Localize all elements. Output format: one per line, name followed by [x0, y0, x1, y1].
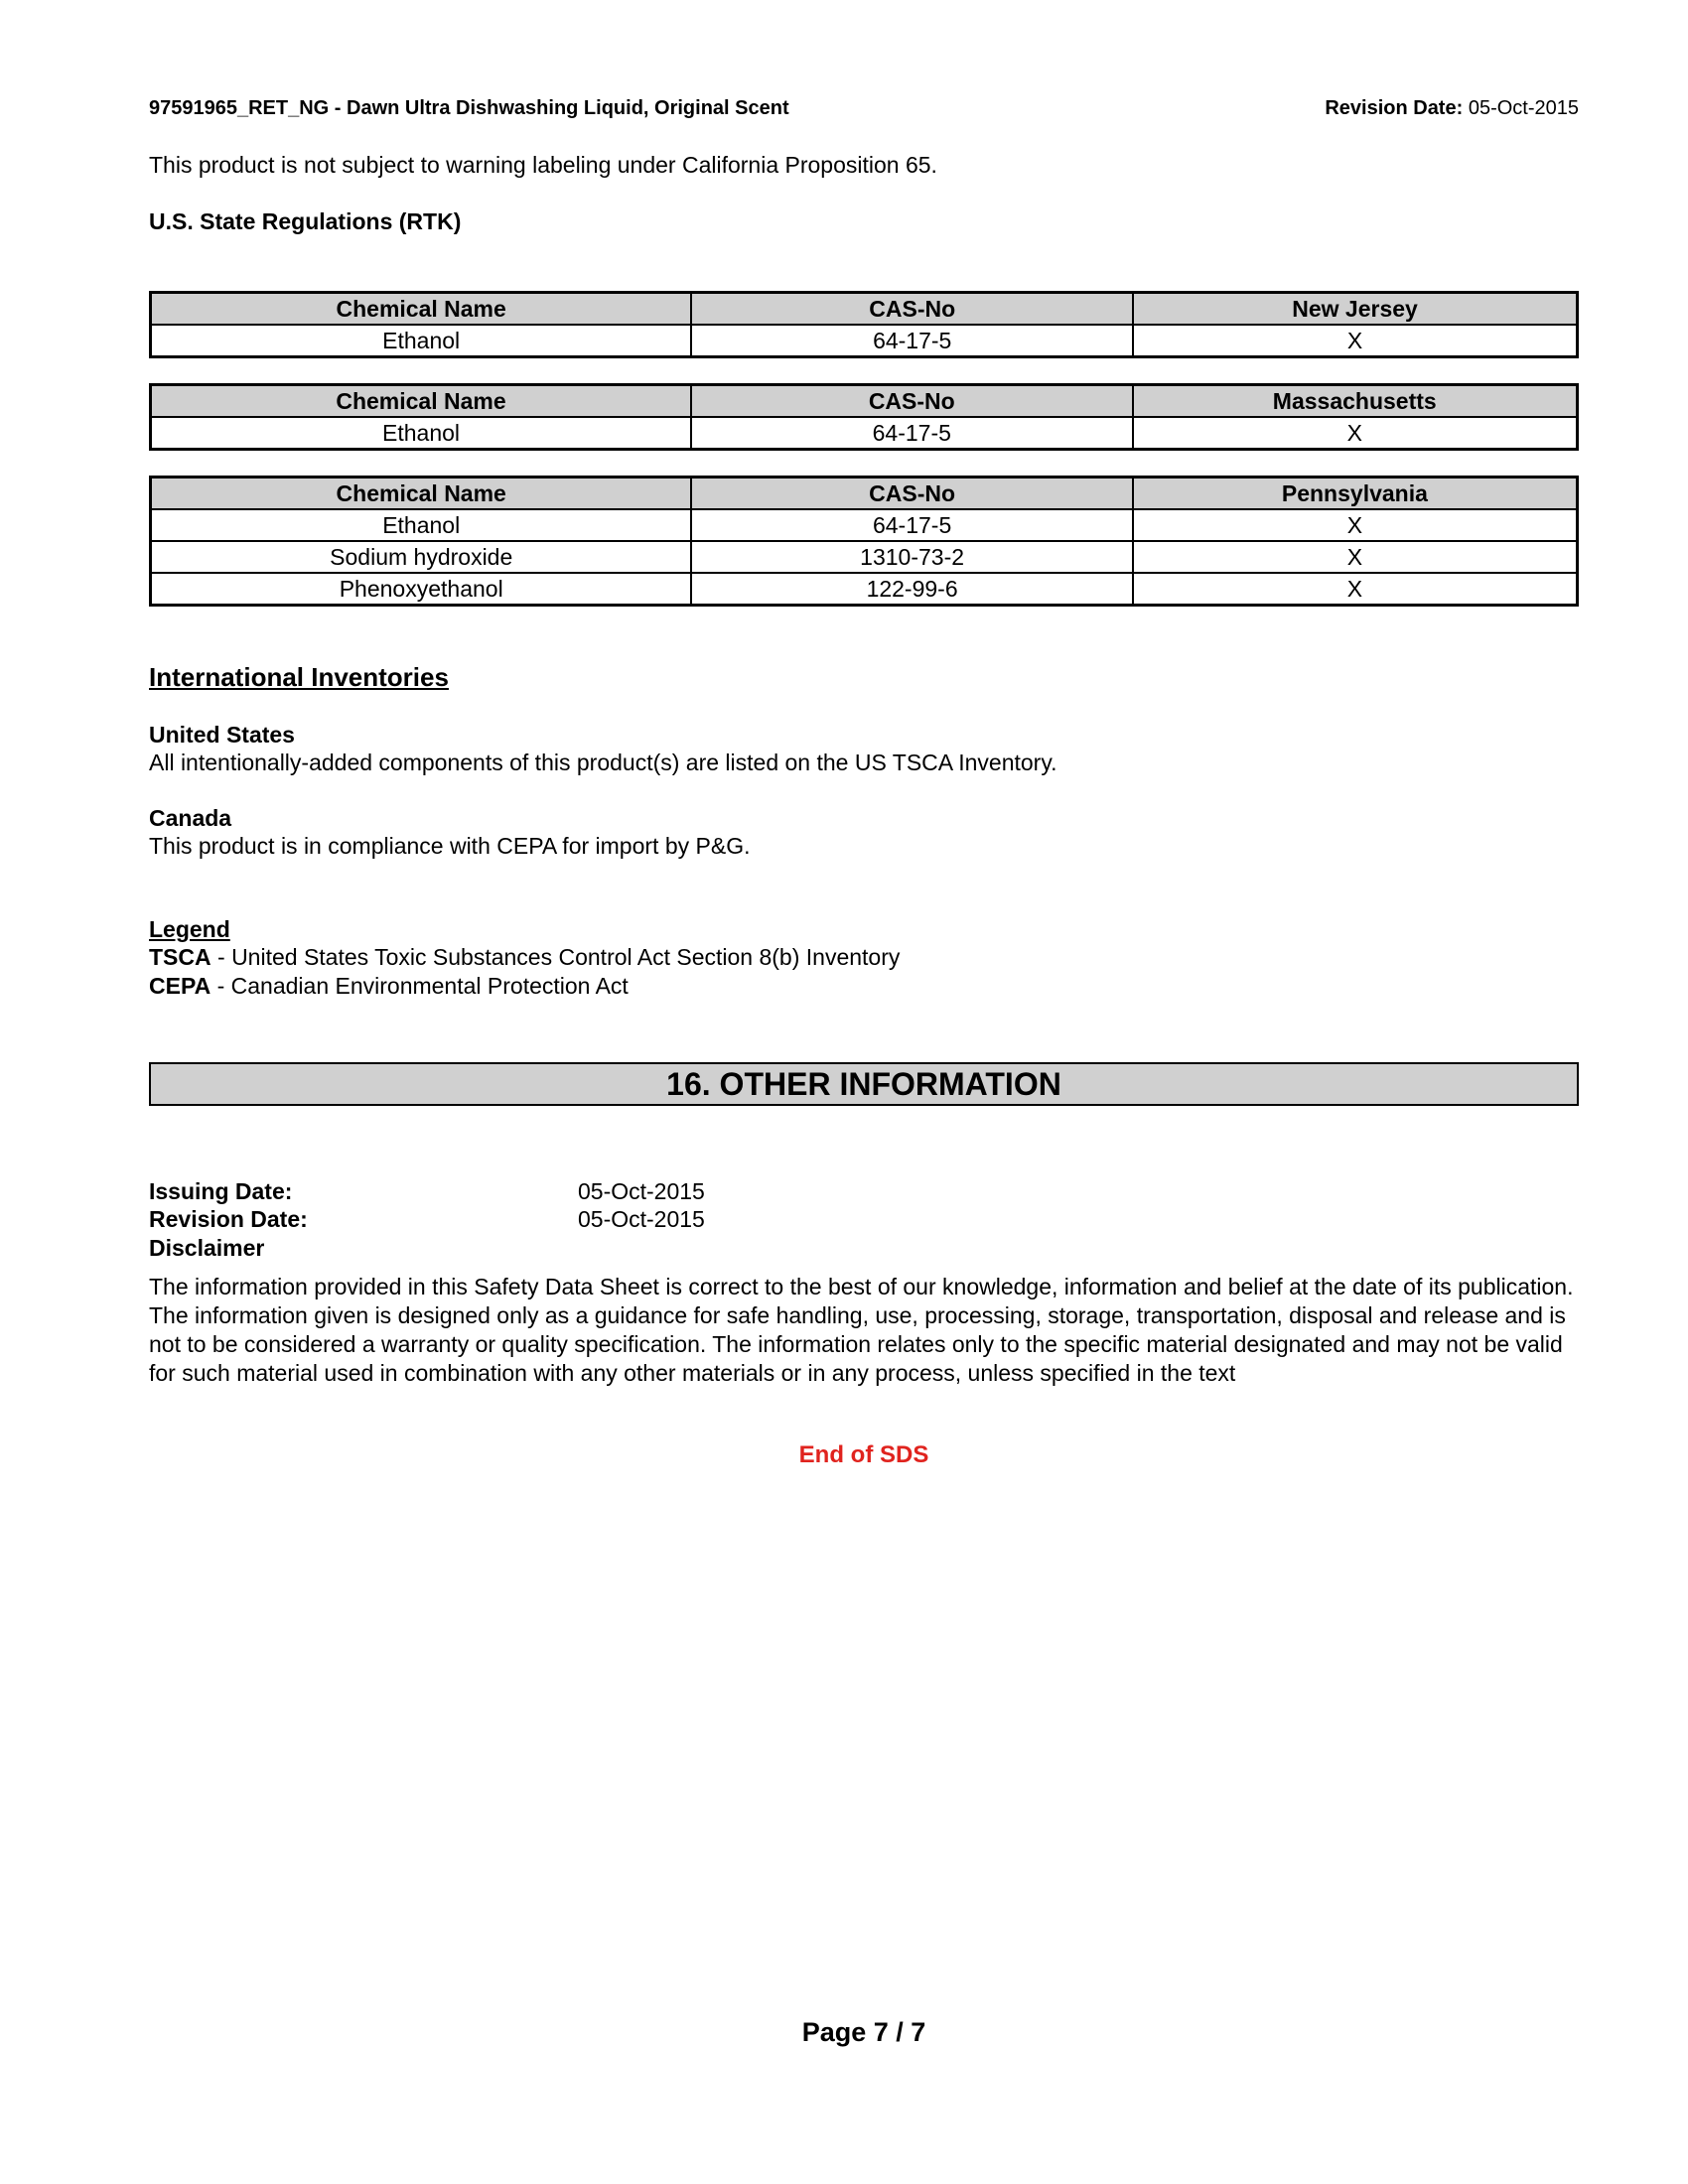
table-cell: Phenoxyethanol — [151, 573, 692, 606]
page-header — [149, 97, 1579, 127]
issuing-date-value: 05-Oct-2015 — [578, 1178, 705, 1204]
column-header: CAS-No — [691, 385, 1133, 418]
issuing-date-label: Issuing Date: — [149, 1178, 293, 1204]
rtk-table-pennsylvania — [149, 476, 1579, 607]
column-header: Chemical Name — [151, 385, 692, 418]
column-header: CAS-No — [691, 478, 1132, 510]
revision-date-value: 05-Oct-2015 — [578, 1206, 705, 1232]
section-16-header: 16. OTHER INFORMATION — [149, 1062, 1579, 1106]
table-cell: X — [1133, 417, 1578, 450]
legend-title: Legend — [149, 916, 230, 942]
table-cell: Ethanol — [151, 417, 692, 450]
united-states-text: All intentionally-added components of this product(s) are listed on the US TSCA Inventory. — [149, 750, 1057, 775]
prop65-text: This product is not subject to warning labeling under California Proposition 65. — [149, 152, 937, 178]
document-id: 97591965_RET_NG - Dawn Ultra Dishwashing Liquid, Original Scent — [149, 97, 789, 119]
table-cell: X — [1133, 573, 1578, 606]
legend-desc: - Canadian Environmental Protection Act — [211, 973, 629, 999]
column-header: CAS-No — [691, 293, 1133, 326]
table-row — [151, 573, 1578, 606]
column-header: Chemical Name — [151, 478, 692, 510]
table-cell: X — [1133, 509, 1578, 541]
header-revision-value: 05-Oct-2015 — [1468, 97, 1579, 119]
column-header: New Jersey — [1133, 293, 1577, 326]
table-cell: 1310-73-2 — [691, 541, 1132, 573]
legend-abbr: TSCA — [149, 944, 211, 970]
table-cell: Ethanol — [151, 509, 692, 541]
table-cell: X — [1133, 541, 1578, 573]
table-row — [151, 325, 1578, 357]
canada-title: Canada — [149, 805, 232, 831]
united-states-title: United States — [149, 722, 295, 748]
rtk-table-new-jersey — [149, 291, 1579, 358]
legend-item — [149, 943, 900, 971]
rtk-table-massachusetts — [149, 383, 1579, 451]
header-revision — [1325, 97, 1579, 120]
table-cell: 64-17-5 — [691, 325, 1133, 357]
table-cell: 64-17-5 — [691, 417, 1133, 450]
end-of-sds: End of SDS — [798, 1441, 929, 1468]
column-header: Chemical Name — [151, 293, 692, 326]
revision-date-label: Revision Date: — [149, 1206, 308, 1232]
page-number: Page 7 / 7 — [801, 2017, 926, 2047]
table-row — [151, 541, 1578, 573]
column-header: Pennsylvania — [1133, 478, 1578, 510]
table-cell: 122-99-6 — [691, 573, 1132, 606]
international-inventories-title: International Inventories — [149, 662, 449, 692]
state-regulations-title: U.S. State Regulations (RTK) — [149, 208, 462, 234]
legend-desc: - United States Toxic Substances Control Act Section 8(b) Inventory — [211, 944, 901, 970]
table-cell: Ethanol — [151, 325, 692, 357]
table-row — [151, 417, 1578, 450]
column-header: Massachusetts — [1133, 385, 1578, 418]
header-revision-label: Revision Date: — [1325, 97, 1464, 119]
disclaimer-title: Disclaimer — [149, 1235, 265, 1261]
table-row — [151, 509, 1578, 541]
table-cell: Sodium hydroxide — [151, 541, 692, 573]
canada-text: This product is in compliance with CEPA for import by P&G. — [149, 833, 751, 859]
table-cell: 64-17-5 — [691, 509, 1132, 541]
disclaimer-text: The information provided in this Safety Data Sheet is correct to the best of our knowledge, information and belief at the date of its publication. The information given is designed only as a guidance for safe handling, use, processing, storage, transportation, disposal and release and is not to be considered a warranty or quality specification. The information relates only to the specific material designated and may not be valid for such material used in combination with any other materials or in any process, unless specified in the text — [149, 1274, 1574, 1386]
document-page — [149, 0, 1579, 2184]
legend-item — [149, 972, 629, 1000]
table-cell: X — [1133, 325, 1577, 357]
legend-abbr: CEPA — [149, 973, 211, 999]
